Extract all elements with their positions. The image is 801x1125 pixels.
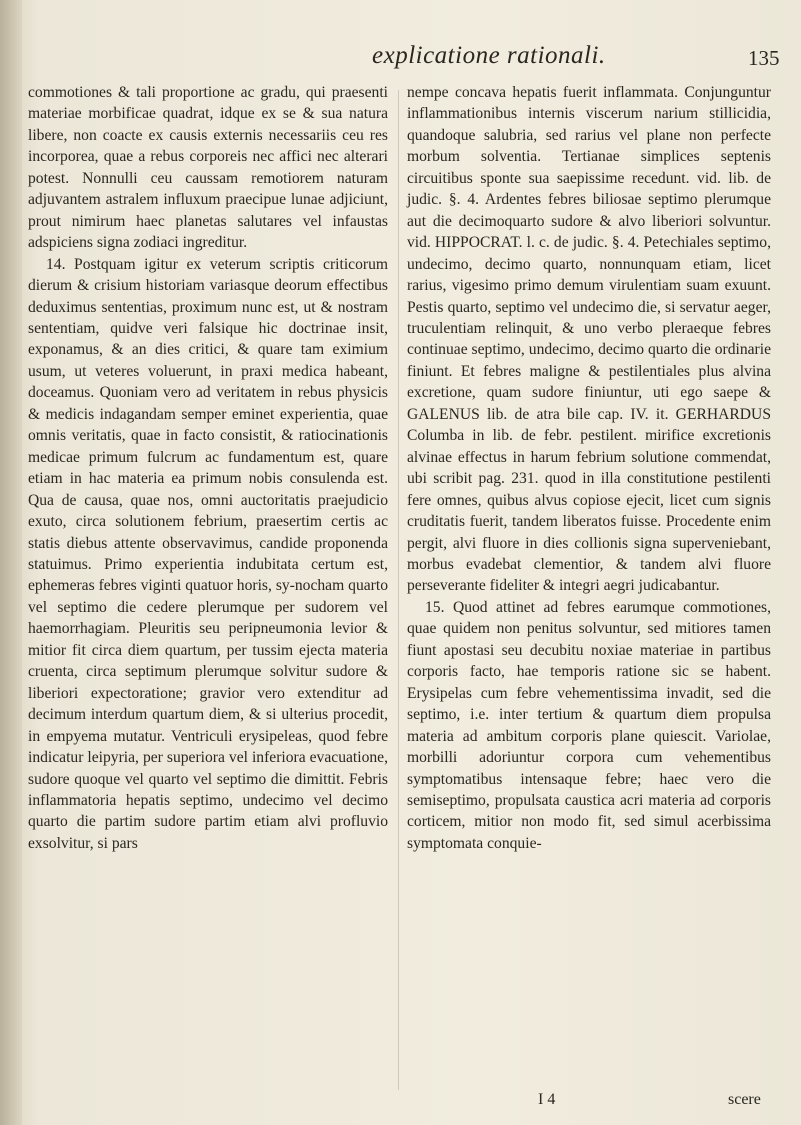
paragraph-14: 14. Postquam igitur ex veterum scriptis criticorum dierum & crisium historiam variasque deorum effectibus deduximus sententias, proximum nunc est, ut & nostram sententiam, quidve veri falsique hic doctrinae insit, exponamus, & an dies critici, & quare tam eximium usum, ut veteres voluerunt, in praxi medica habeant, doceamus. Quoniam vero ad veritatem in rebus physicis & medicis indagandam semper eminet experientia, quae omnis veritatis, quae in facto consistit, & ratiocinationis medicae primum fulcrum ac fundamentum est, quare etiam in hac materia ea primum nobis consulenda est. Qua de causa, quae nos, omni auctoritatis praejudicio exuto, circa solutionem febrium, praesertim certis ac statis diebus attente observavimus, candide proponenda statuimus. Primo experientia indubitata certum est, ephemeras febres viginti quatuor horis, sy-nocham quarto vel septimo die cedere plerumque per sudorem vel haemorrhagiam. Pleuritis seu peripneumonia levior & mitior fit circa diem quartum, per tussim ejecta materia cruenta, circa septimum plerumque solvitur sudore & liberiori expectoratione; gravior vero extenditur ad decimum interdum quartum diem, & si ulterius procedit, in empyema mutatur. Ventriculi erysipeleas, quod febre indicatur leipyria, per superiora vel inferiora evacuatione, sudore quoque vel quarto vel septimo die dimittit. Febris inflammatoria hepatis septimo, undecimo vel decimo quarto die partim sudore partim etiam alvi profluvio exsolvitur, si pars [28, 255, 388, 852]
running-title: explicatione rationali. [372, 42, 606, 69]
left-column [28, 82, 388, 854]
signature-mark: I 4 [538, 1091, 556, 1108]
right-column [407, 82, 771, 854]
paragraph-continued: nempe concava hepatis fuerit inflammata. Conjunguntur inflammationibus internis viscerum narium stillicidia, quandoque salubria, sed rarius vel plane non perfecte morbum solventia. Tertianae simplices septenis circuitibus sponte sua saepissime recedunt. vid. lib. de judic. §. 4. Ardentes febres biliosae septimo plerumque aut die decimoquarto sudore & alvo liberiori solvuntur. vid. HIPPOCRAT. l. c. de judic. §. 4. Petechiales septimo, undecimo, decimo quarto, nonnunquam etiam, licet rarius, vigesimo primo demum virulentiam suam exuunt. Pestis quarto, septimo vel undecimo die, si servatur aeger, truculentiam relinquit, & uno verbo pleraeque febres continuae septimo, undecimo, decimo quarto die ordinarie finiunt. Et febres maligne & pestilentiales plus alvina excretione, quam sudore finiuntur, uti ego saepe & GALENUS lib. de atra bile cap. IV. it. GERHARDUS Columba in lib. de febr. pestilent. mirifice excretionis alvinae effectus in harum febrium solutione commendat, ubi scribit pag. 231. quod in illa constitutione pestilenti fere omnes, quibus alvus copiose ejecit, licet cum signis cruditatis fuerit, tandem liberatos fuisse. Procedente enim pergit, alvi fluore in dies collionis signa superveniebant, morbus evadebat clementior, & tandem alvi fluore perseverante fideliter & integri aegri judicabantur. [407, 84, 771, 595]
catchword: scere [728, 1091, 761, 1108]
page-number: 135 [748, 46, 780, 70]
book-gutter [0, 0, 22, 1125]
paragraph-1: commotiones & tali proportione ac gradu, qui praesenti materiae morbificae quadrat, idque ex se & sua natura libere, non coacte ex causis externis necessariis ceu res incorporea, quae a rebus corporeis nec affici nec alterari potest. Nonnulli ceu caussam remotiorem naturam adjuvantem astralem influxum praecipue lunae adjiciunt, prout nimirum haec planetas salutares vel infaustas adspiciens signa zodiaci ingreditur. [28, 84, 388, 252]
page-header [0, 42, 801, 82]
column-gutter [398, 90, 399, 1090]
page-footer [0, 1091, 801, 1115]
paragraph-15: 15. Quod attinet ad febres earumque commotiones, quae quidem non penitus solvuntur, sed mitiores tamen fiunt apostasi seu decubitu noxiae materiae in partibus corporis facto, hae temporis ratione sic se habent. Erysipelas cum febre vehementissima invadit, sed die septimo, i.e. inter tertium & quartum diem propulsa materia ad ambitum corporis plane quiescit. Variolae, morbilli adoriuntur corpora cum vehementibus symptomatibus intensaque febre; haec vero die semiseptimo, propulsata caustica acri materia ad corporis corticem, mitior non modo fit, sed simul acerbissima symptomata conquie- [407, 598, 771, 852]
